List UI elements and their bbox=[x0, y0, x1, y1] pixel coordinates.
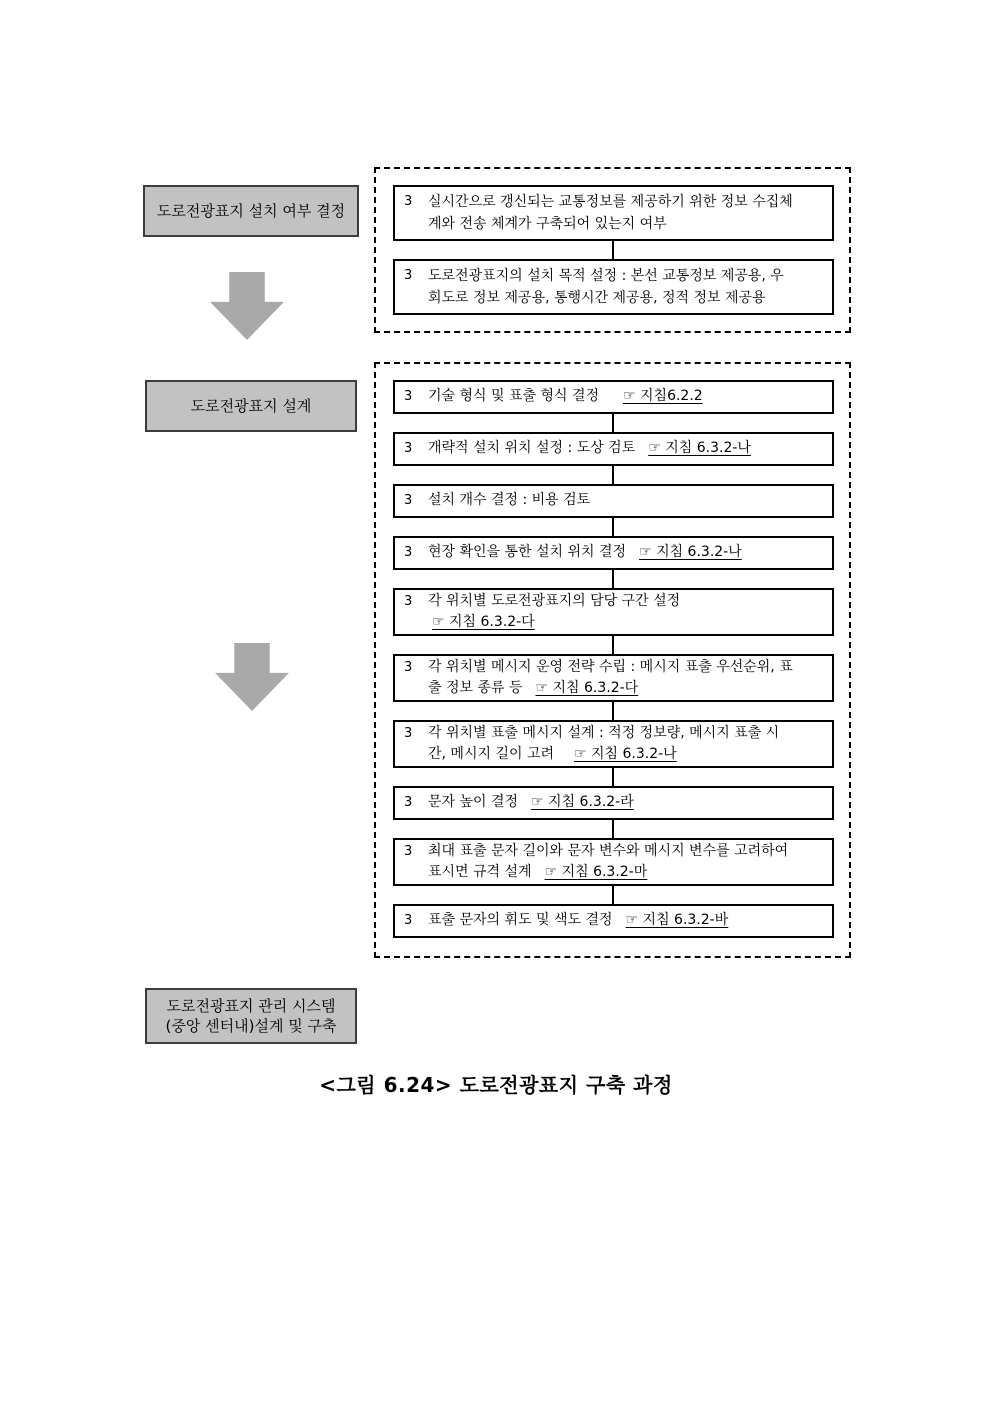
step-text: 도로전광표지의 설치 목적 설정 : 본선 교통정보 제공용, 우 회도로 정보 제공용, 통행시간 제공용, 정적 정보 제공용 bbox=[428, 268, 784, 306]
step-text: 개략적 설치 위치 설정 : 도상 검토 ☞ 지침 6.3.2-나 bbox=[428, 440, 751, 456]
connector-line bbox=[612, 241, 614, 259]
connector-line bbox=[612, 570, 614, 588]
step-text: 각 위치별 도로전광표지의 담당 구간 설정 ☞ 지침 6.3.2-다 bbox=[428, 593, 681, 630]
step-marker: 3 bbox=[404, 493, 413, 508]
step-marker: 3 bbox=[404, 545, 413, 560]
guideline-ref: ☞ 지침 6.3.2-바 bbox=[625, 912, 729, 928]
step-box bbox=[393, 536, 834, 570]
step-box bbox=[393, 786, 834, 820]
step-marker: 3 bbox=[404, 389, 413, 404]
stage3-label-box bbox=[145, 988, 357, 1044]
step-text: 각 위치별 표출 메시지 설계 : 적정 정보량, 메시지 표출 시 간, 메시지 길이 고려 ☞ 지침 6.3.2-나 bbox=[428, 725, 780, 762]
step-marker: 3 bbox=[404, 441, 413, 456]
step-marker: 3 bbox=[404, 194, 413, 209]
guideline-ref: ☞ 지침 6.3.2-나 bbox=[574, 746, 677, 762]
stage1-label-box bbox=[143, 185, 359, 237]
step-box bbox=[393, 185, 834, 241]
step-box bbox=[393, 904, 834, 938]
stage3-label-line2: (중앙 센터내)설계 및 구축 bbox=[165, 1017, 337, 1035]
step-text: 실시간으로 갱신되는 교통정보를 제공하기 위한 정보 수집체 계와 전송 체계가 구축되어 있는지 여부 bbox=[428, 194, 793, 232]
step-text: 표출 문자의 휘도 및 색도 결정 ☞ 지침 6.3.2-바 bbox=[428, 912, 729, 928]
step-box bbox=[393, 259, 834, 315]
guideline-ref: ☞ 지침 6.3.2-나 bbox=[648, 440, 751, 456]
step-text: 최대 표출 문자 길이와 문자 변수와 메시지 변수를 고려하여 표시면 규격 설계 ☞ 지침 6.3.2-마 bbox=[428, 843, 789, 880]
connector-line bbox=[612, 466, 614, 484]
connector-line bbox=[612, 414, 614, 432]
stage1-dashed-group bbox=[374, 167, 851, 333]
step-marker: 3 bbox=[404, 726, 413, 741]
step-text: 문자 높이 결정 ☞ 지침 6.3.2-라 bbox=[428, 794, 634, 810]
step-marker: 3 bbox=[404, 660, 413, 675]
stage2-dashed-group bbox=[374, 362, 851, 958]
connector-line bbox=[612, 636, 614, 654]
step-marker: 3 bbox=[404, 594, 413, 609]
guideline-ref: ☞ 지침 6.3.2-다 bbox=[432, 614, 535, 630]
step-text: 기술 형식 및 표출 형식 결정 ☞ 지침6.2.2 bbox=[428, 388, 703, 404]
stage2-label-box bbox=[145, 380, 357, 432]
down-arrow-icon bbox=[210, 272, 284, 340]
guideline-ref: ☞ 지침 6.3.2-나 bbox=[639, 544, 742, 560]
connector-line bbox=[612, 702, 614, 720]
guideline-ref: ☞ 지침 6.3.2-다 bbox=[535, 680, 639, 696]
stage3-label-line1: 도로전광표지 관리 시스템 bbox=[166, 997, 336, 1015]
step-text: 설치 개수 결정 : 비용 검토 bbox=[428, 492, 591, 508]
step-marker: 3 bbox=[404, 844, 413, 859]
step-box bbox=[393, 720, 834, 768]
step-marker: 3 bbox=[404, 913, 413, 928]
connector-line bbox=[612, 518, 614, 536]
guideline-ref: ☞ 지침 6.3.2-라 bbox=[531, 794, 634, 810]
step-text: 각 위치별 메시지 운영 전략 수립 : 메시지 표출 우선순위, 표 출 정보 종류 등 ☞ 지침 6.3.2-다 bbox=[428, 659, 793, 696]
stage2-label: 도로전광표지 설계 bbox=[190, 397, 312, 415]
step-box bbox=[393, 588, 834, 636]
step-box bbox=[393, 432, 834, 466]
connector-line bbox=[612, 768, 614, 786]
step-marker: 3 bbox=[404, 795, 413, 810]
stage1-label: 도로전광표지 설치 여부 결정 bbox=[156, 202, 346, 220]
step-box bbox=[393, 654, 834, 702]
step-marker: 3 bbox=[404, 268, 413, 283]
connector-line bbox=[612, 886, 614, 904]
step-text: 현장 확인을 통한 설치 위치 결정 ☞ 지침 6.3.2-나 bbox=[428, 544, 742, 560]
step-box bbox=[393, 484, 834, 518]
guideline-ref: ☞ 지침 6.3.2-마 bbox=[544, 864, 648, 880]
guideline-ref: ☞ 지침6.2.2 bbox=[623, 388, 703, 404]
figure-caption: <그림 6.24> 도로전광표지 구축 과정 bbox=[319, 1073, 673, 1097]
connector-line bbox=[612, 820, 614, 838]
step-box bbox=[393, 380, 834, 414]
down-arrow-icon bbox=[215, 643, 289, 711]
step-box bbox=[393, 838, 834, 886]
